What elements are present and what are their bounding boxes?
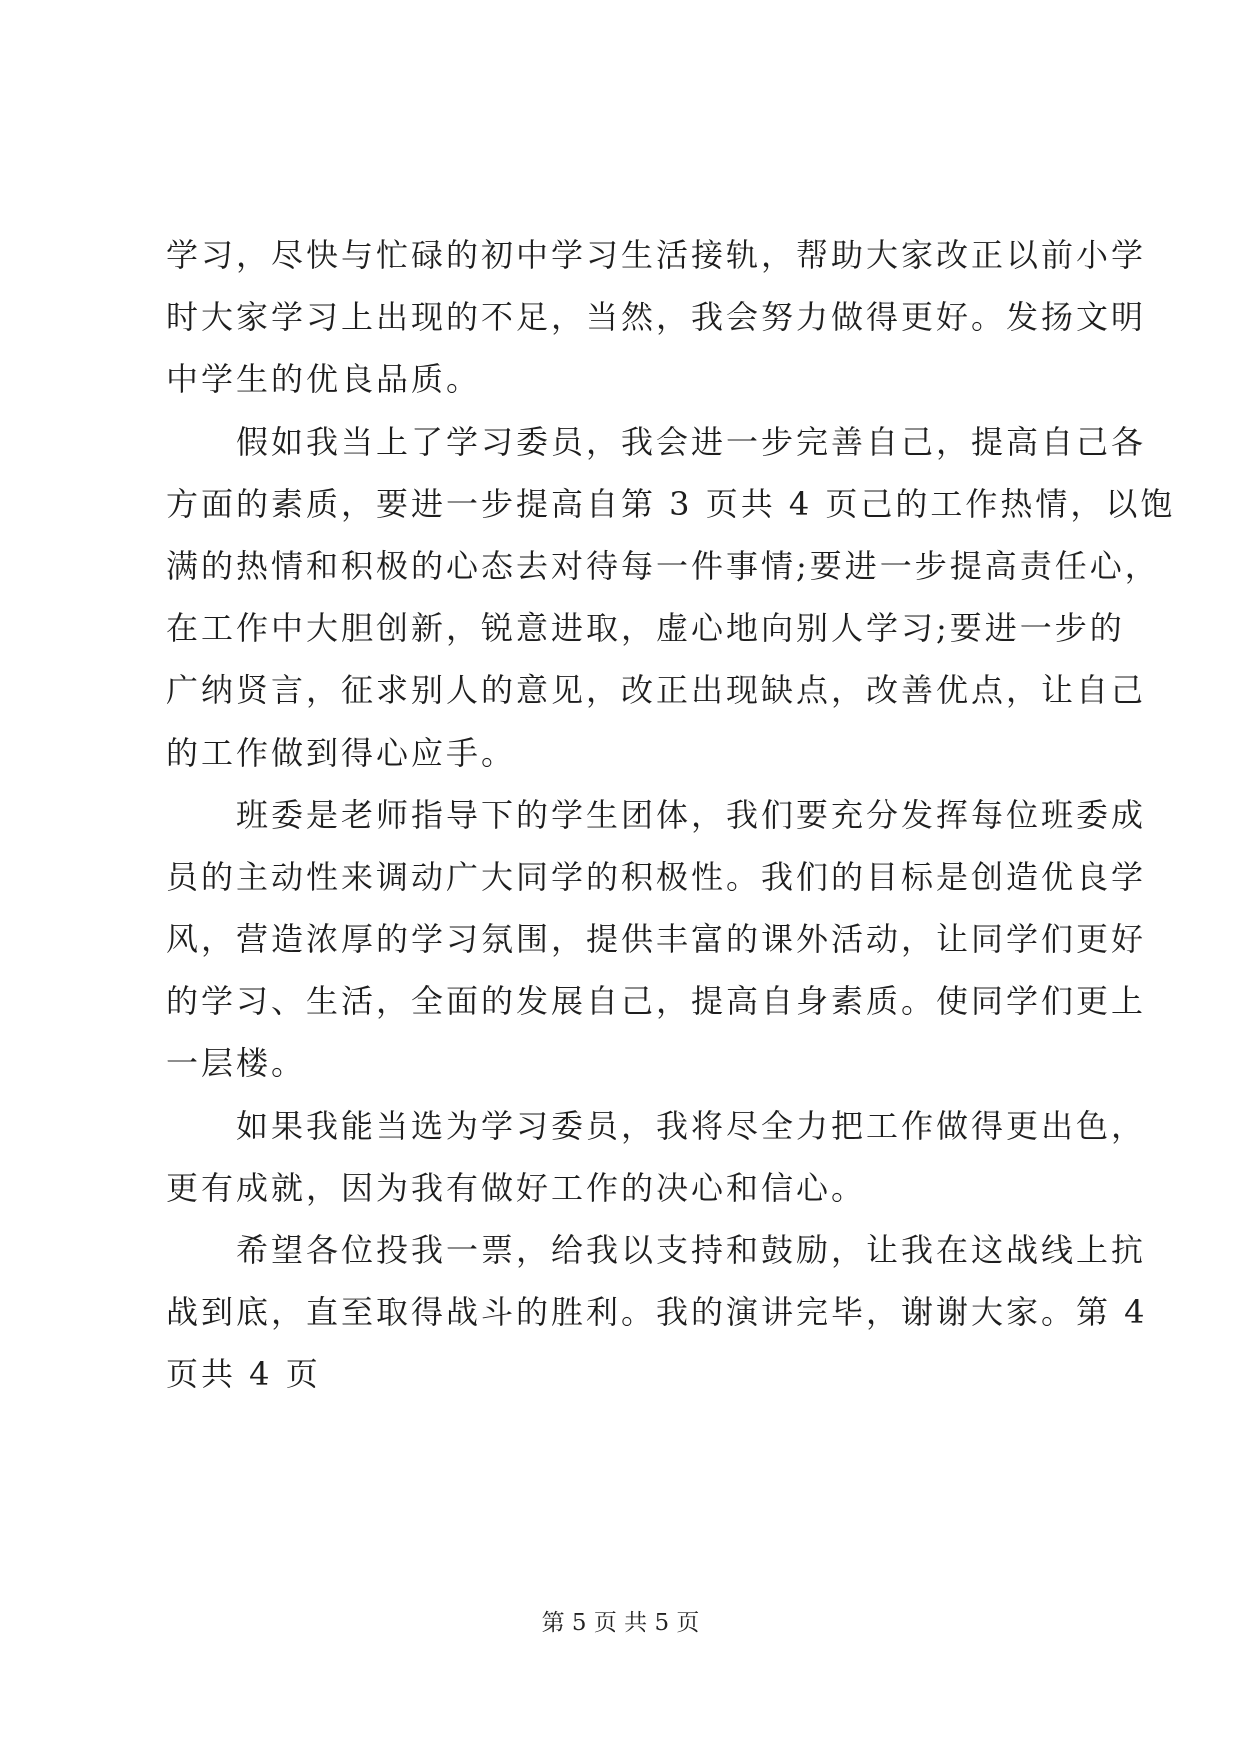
body-text — [166, 224, 1176, 1406]
text-line: 在工作中大胆创新，锐意进取，虚心地向别人学习;要进一步的 — [166, 609, 1125, 648]
text-line: 中学生的优良品质。 — [166, 360, 482, 399]
text-line: 时大家学习上出现的不足，当然，我会努力做得更好。发扬文明 — [166, 298, 1147, 337]
text-line: 战到底，直至取得战斗的胜利。我的演讲完毕，谢谢大家。第 4 — [166, 1293, 1148, 1332]
text-line: 员的主动性来调动广大同学的积极性。我们的目标是创造优良学 — [166, 857, 1147, 896]
text-line: 一层楼。 — [166, 1044, 307, 1083]
page-footer — [0, 1604, 1241, 1637]
text-line: 页共 4 页 — [166, 1355, 321, 1394]
page-number-label: 第 5 页 共 5 页 — [541, 1610, 700, 1636]
text-line: 假如我当上了学习委员，我会进一步完善自己，提高自己各 — [166, 422, 1147, 461]
text-line: 班委是老师指导下的学生团体，我们要充分发挥每位班委成 — [166, 795, 1147, 834]
text-line: 方面的素质，要进一步提高自第 3 页共 4 页己的工作热情，以饱 — [166, 484, 1176, 523]
text-line: 的工作做到得心应手。 — [166, 733, 517, 772]
text-line: 风，营造浓厚的学习氛围，提供丰富的课外活动，让同学们更好 — [166, 920, 1147, 959]
text-line: 学习，尽快与忙碌的初中学习生活接轨，帮助大家改正以前小学 — [166, 236, 1147, 274]
text-line: 如果我能当选为学习委员，我将尽全力把工作做得更出色， — [166, 1106, 1147, 1145]
text-line: 更有成就，因为我有做好工作的决心和信心。 — [166, 1168, 867, 1207]
text-line: 的学习、生活，全面的发展自己，提高自身素质。使同学们更上 — [166, 982, 1147, 1021]
text-line: 广纳贤言，征求别人的意见，改正出现缺点，改善优点，让自己 — [166, 671, 1147, 710]
text-line: 满的热情和积极的心态去对待每一件事情;要进一步提高责任心， — [166, 546, 1160, 585]
text-line: 希望各位投我一票，给我以支持和鼓励，让我在这战线上抗 — [166, 1231, 1147, 1269]
